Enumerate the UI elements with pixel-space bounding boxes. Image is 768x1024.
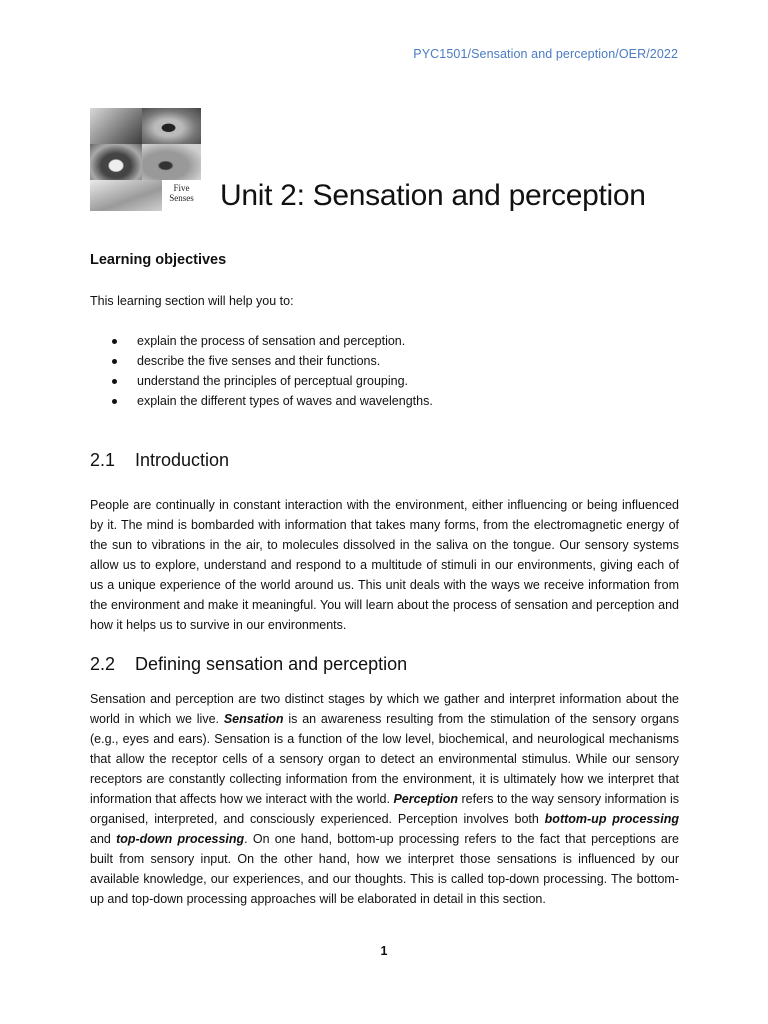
bullet-icon (112, 379, 117, 384)
page-number: 1 (380, 944, 388, 958)
five-senses-image (90, 108, 201, 211)
objective-text: explain the different types of waves and wavelengths. (137, 394, 433, 408)
objective-item (90, 371, 433, 391)
objective-item (90, 331, 433, 351)
section-number: 2.1 (90, 450, 116, 470)
bullet-icon (112, 359, 117, 364)
paragraph-text: is an awareness resulting from the stimulation of the sensory organs (e.g., eyes and ears). Sensation is a function of the low level, biochemical, and neurological mechanisms that allow the receptor cells of a sensory organ to detect an environmental stimulus. While our sensory receptors are constantly collecting information from the environment, it is ultimately how we interpret that information that affects how we interact with the world. (90, 712, 679, 806)
paragraph-text: refers to the way sensory information is organised, interpreted, and consciously experienced. Perception involves both (90, 792, 679, 826)
term-top-down: top-down processing (116, 832, 245, 846)
learning-objectives-heading: Learning objectives (90, 252, 227, 268)
objective-item (90, 351, 433, 371)
bullet-icon (112, 399, 117, 404)
objective-text: explain the process of sensation and perception. (137, 334, 406, 348)
learning-objectives-intro: This learning section will help you to: (90, 294, 294, 308)
section-heading-defining (90, 654, 407, 675)
term-perception: Perception (393, 792, 459, 806)
ear-photo-tile (90, 108, 142, 144)
nose-photo-tile (142, 144, 201, 180)
defining-paragraph (90, 689, 679, 909)
term-bottom-up: bottom-up processing (544, 812, 679, 826)
caption-line-1: Five (173, 183, 190, 193)
bullet-icon (112, 339, 117, 344)
section-title: Defining sensation and perception (135, 654, 408, 674)
paragraph-text: Sensation and perception are two distinct stages by which we gather and interpret information about the world in which we live. (90, 692, 679, 726)
section-heading-introduction (90, 450, 229, 471)
paragraph-text: and (90, 832, 117, 846)
unit-title: Unit 2: Sensation and perception (220, 179, 646, 212)
introduction-paragraph: People are continually in constant interaction with the environment, either influencing or being influenced by it. The mind is bombarded with information that takes many forms, from the electromagnetic energy of the sun to vibrations in the air, to molecules dissolved in the saliva on the tongue. Our sensory systems allow us to explore, understand and respond to a multitude of stimuli in our environments, giving each of us a unique experience of the world around us. This unit deals with the ways we receive information from the environment and make it meaningful. You will learn about the process of sensation and perception and how it helps us to survive in our environments. (90, 498, 679, 632)
five-senses-caption (162, 183, 201, 203)
objective-item (90, 391, 433, 411)
objective-text: understand the principles of perceptual grouping. (137, 374, 409, 388)
paragraph-text: . On one hand, bottom-up processing refers to the fact that perceptions are built from sensory input. On the other hand, how we interpret those sensations is influenced by our available knowledge, our experiences, and our thoughts. This is called top-down processing. The bottom-up and top-down processing approaches will be elaborated in detail in this section. (90, 832, 679, 906)
course-reference-header: PYC1501/Sensation and perception/OER/2022 (413, 47, 678, 61)
eye-photo-tile (142, 108, 201, 144)
section-number: 2.2 (90, 654, 116, 674)
learning-objectives-list (90, 331, 433, 411)
term-sensation: Sensation (223, 712, 284, 726)
tongue-photo-tile (90, 144, 142, 180)
section-title: Introduction (135, 450, 230, 470)
hand-photo-tile (90, 180, 162, 211)
objective-text: describe the five senses and their functions. (137, 354, 381, 368)
caption-line-2: Senses (169, 193, 194, 203)
